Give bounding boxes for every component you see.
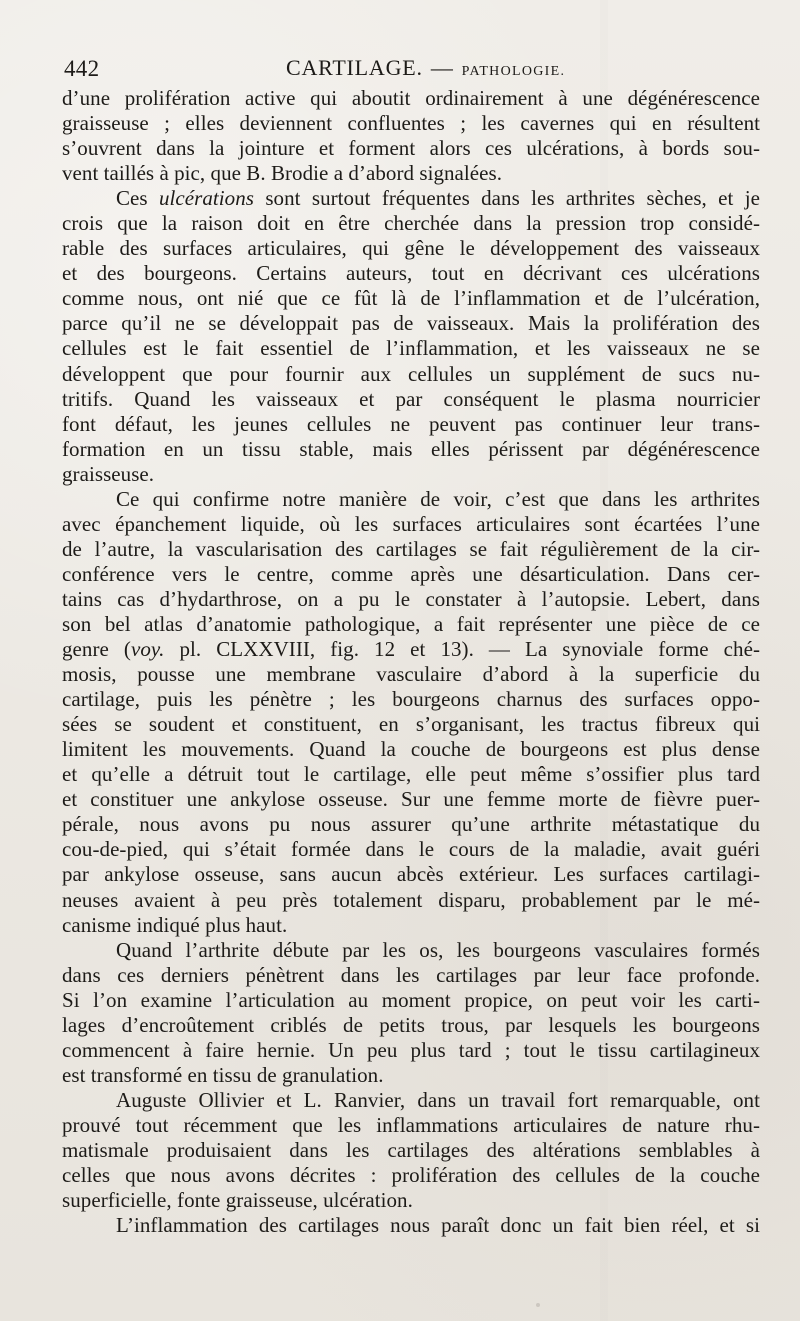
text-line: mosis, pousse une membrane vasculaire d’abord à la superficie du (62, 662, 760, 687)
text-line: vent taillés à pic, que B. Brodie a d’abord signalées. (62, 161, 503, 186)
text-line: lages d’encroûtement criblés de petits trous, par lesquels les bourgeons (62, 1012, 760, 1037)
text-line: par ankylose osseuse, sans aucun abcès extérieur. Les surfaces cartilagi- (62, 862, 760, 887)
text-line: Si l’on examine l’articulation au moment propice, on peut voir les carti- (62, 987, 760, 1012)
text-line: graisseuse ; elles deviennent confluentes ; les cavernes qui en résultent (62, 111, 760, 136)
text-line: et constituer une ankylose osseuse. Sur une femme morte de fièvre puer- (62, 787, 760, 812)
text-line: L’inflammation des cartilages nous paraît donc un fait bien réel, et si (116, 1213, 760, 1238)
text-line: cartilage, puis les pénètre ; les bourgeons charnus des surfaces oppo- (62, 687, 760, 712)
text-line: Auguste Ollivier et L. Ranvier, dans un travail fort remarquable, ont (116, 1087, 760, 1112)
text-line: son bel atlas d’anatomie pathologique, a fait représenter une pièce de ce (62, 611, 760, 636)
text-line: et qu’elle a détruit tout le cartilage, elle peut même s’ossifier plus tard (62, 762, 760, 787)
text-line: limitent les mouvements. Quand la couche de bourgeons est plus dense (62, 737, 760, 762)
text-line-with-italic (62, 637, 760, 662)
text-fragment: pl. CLXXVIII, fig. 12 et 13). — La synoviale forme ché- (179, 637, 760, 662)
text-line: Ce qui confirme notre manière de voir, c’est que dans les arthrites (116, 486, 760, 511)
italic-term: ulcérations (158, 186, 255, 211)
text-fragment: Ces (116, 186, 148, 211)
paragraph-first-line (62, 186, 760, 211)
text-line: neuses avaient à peu près totalement disparu, probablement par le mé- (62, 887, 760, 912)
text-line: crois que la raison doit en être cherchée dans la pression trop considé- (62, 211, 760, 236)
text-line: pérale, nous avons pu nous assurer qu’une arthrite métastatique du (62, 812, 760, 837)
ink-speck (536, 1303, 540, 1307)
text-line: rable des surfaces articulaires, qui gêne le développement des vaisseaux (62, 236, 760, 261)
text-line: dans ces derniers pénètrent dans les cartilages par leur face profonde. (62, 962, 760, 987)
text-line: font défaut, les jeunes cellules ne peuvent pas continuer leur trans- (62, 411, 760, 436)
title-separator: — (430, 55, 454, 80)
page-header (64, 50, 754, 82)
text-line: matismale produisaient dans les cartilages des altérations semblables à (62, 1137, 760, 1162)
text-line: celles que nous avons décrites : prolifération des cellules de la couche (62, 1163, 760, 1188)
text-fragment: genre ( (62, 637, 131, 662)
text-line: de l’autre, la vascularisation des cartilages se fait régulièrement de la cir- (62, 536, 760, 561)
text-line: cou-de-pied, qui s’était formée dans le cours de la maladie, avait guéri (62, 837, 760, 862)
text-line: canisme indiqué plus haut. (62, 912, 288, 937)
text-line: parce qu’il ne se développait pas de vaisseaux. Mais la prolifération des (62, 311, 760, 336)
text-line: Quand l’arthrite débute par les os, les bourgeons vasculaires formés (116, 937, 760, 962)
text-line: d’une prolifération active qui aboutit ordinairement à une dégénérescence (62, 86, 760, 110)
italic-reference: voy. (130, 637, 165, 662)
chapter-title: CARTILAGE. (286, 55, 423, 80)
running-title (286, 55, 565, 81)
text-fragment: sont surtout fréquentes dans les arthrites sèches, et je (265, 186, 760, 211)
body-text (62, 86, 760, 1238)
text-line: s’ouvrent dans la jointure et forment alors ces ulcérations, à bords sou- (62, 136, 760, 161)
text-line: tritifs. Quand les vaisseaux et par conséquent le plasma nourricier (62, 386, 760, 411)
text-line: prouvé tout récemment que les inflammations articulaires de nature rhu- (62, 1112, 760, 1137)
text-line: avec épanchement liquide, où les surfaces articulaires sont écartées l’une (62, 511, 760, 536)
text-line: sées se soudent et constituent, en s’organisant, les tractus fibreux qui (62, 712, 760, 737)
text-line: commencent à faire hernie. Un peu plus tard ; tout le tissu cartilagineux (62, 1037, 760, 1062)
text-line: cellules est le fait essentiel de l’inflammation, et les vaisseaux ne se (62, 336, 760, 361)
text-line: superficielle, fonte graisseuse, ulcération. (62, 1188, 413, 1213)
text-line: formation en un tissu stable, mais elles périssent par dégénérescence (62, 436, 760, 461)
page-number: 442 (64, 56, 100, 81)
text-line: et des bourgeons. Certains auteurs, tout en décrivant ces ulcérations (62, 261, 760, 286)
text-line: conférence vers le centre, comme après une désarticulation. Dans cer- (62, 561, 760, 586)
text-line: développent que pour fournir aux cellules un supplément de sucs nu- (62, 361, 760, 386)
section-title: PATHOLOGIE. (461, 64, 566, 79)
text-line: comme nous, ont nié que ce fût là de l’inflammation et de l’ulcération, (62, 286, 760, 311)
text-line: est transformé en tissu de granulation. (62, 1062, 384, 1087)
text-line: tains cas d’hydarthrose, on a pu le constater à l’autopsie. Lebert, dans (62, 586, 760, 611)
text-line: graisseuse. (62, 461, 155, 486)
